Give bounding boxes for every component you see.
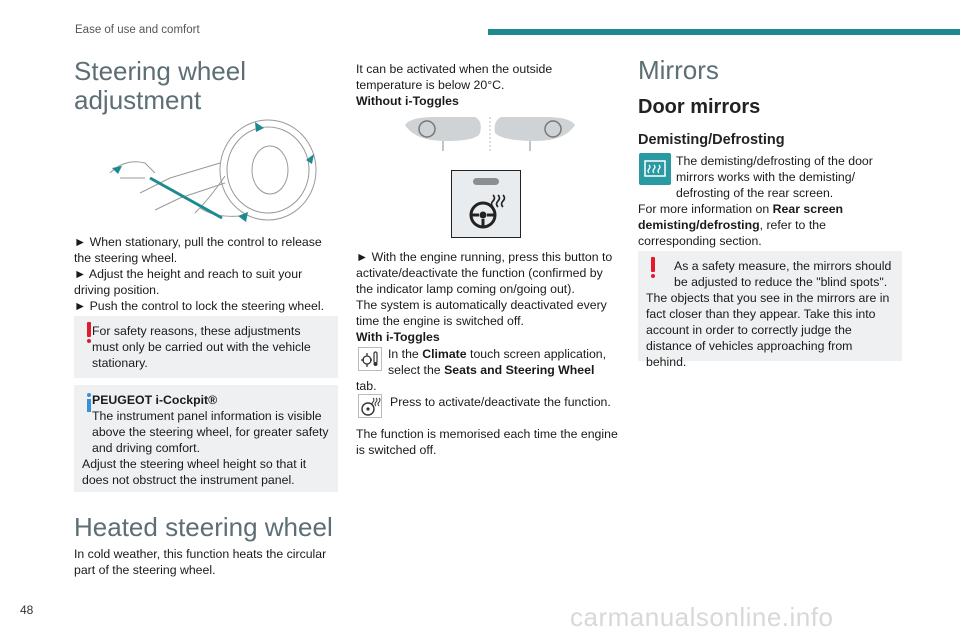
demisting-title — [638, 132, 902, 148]
steering-steps — [74, 234, 338, 314]
steering-wheel-illustration — [100, 118, 322, 226]
header-accent-bar — [488, 29, 960, 35]
activation-intro — [356, 61, 620, 109]
intro-text: It can be activated when the outside temperature is below 20°C. — [356, 62, 553, 92]
indicator-lamp — [473, 178, 499, 185]
step-press-button: ► With the engine running, press this button to activate/deactivate the function (confirmed by the indicator lamp coming on/going out). — [356, 250, 613, 296]
icockpit-info-note — [74, 385, 338, 492]
without-itoggles-label: Without i-Toggles — [356, 94, 459, 108]
warning-icon-dot — [651, 274, 655, 278]
more-info-pre: For more information on — [638, 202, 773, 216]
heated-steering-text: In cold weather, this function heats the circular part of the steering wheel. — [74, 547, 327, 577]
mirror-safety-warning — [638, 251, 902, 369]
warning-icon-dot — [87, 339, 91, 343]
climate-app-name: Climate — [422, 347, 467, 361]
memorised-text: The function is memorised each time the engine is switched off. — [356, 427, 618, 457]
steering-wheel-indicator-illustration — [405, 115, 575, 155]
heated-steering-button[interactable] — [451, 170, 521, 238]
steering-adjustment-title — [74, 57, 338, 115]
mirror-warning-2: The objects that you see in the mirrors are in fact closer than they appear. Take this into account in order to correctly judge the distance of vehicles approaching from behind. — [646, 291, 890, 369]
demisting-heading: Demisting/Defrosting — [638, 132, 785, 148]
heated-steering-toggle-icon — [358, 394, 382, 418]
heated-steering-title — [74, 513, 338, 542]
climate-instruction — [356, 346, 620, 394]
seats-tab-name: Seats and Steering Wheel — [444, 363, 595, 377]
info-icon — [87, 399, 91, 412]
safety-warning-note — [74, 316, 338, 378]
press-instruction: Press to activate/deactivate the function. — [390, 395, 611, 409]
info-text-1: The instrument panel information is visible above the steering wheel, for greater safety and driving comfort. — [92, 409, 329, 455]
step-lock: ► Push the control to lock the steering wheel. — [74, 299, 325, 313]
step-release: ► When stationary, pull the control to release the steering wheel. — [74, 235, 322, 265]
step-adjust: ► Adjust the height and reach to suit your driving position. — [74, 267, 303, 297]
mirrors-title — [638, 56, 902, 85]
warning-text: For safety reasons, these adjustments must only be carried out with the vehicle stationary. — [92, 324, 311, 370]
info-icon-dot — [87, 393, 91, 397]
title-line-1: Steering wheel — [74, 56, 246, 86]
climate-text-pre: In the — [388, 347, 423, 361]
mirrors-heading: Mirrors — [638, 55, 719, 85]
heated-title: Heated steering wheel — [74, 512, 333, 542]
page-number: 48 — [20, 603, 34, 617]
climate-text-mid: touch screen application, select the — [388, 347, 607, 377]
warning-icon — [651, 257, 655, 272]
title-line-2: adjustment — [74, 85, 202, 115]
rear-screen-ref: Rear screen demisting/defrosting — [638, 202, 844, 232]
running-header: Ease of use and comfort — [75, 24, 200, 36]
demisting-text-block — [638, 153, 902, 249]
watermark: carmanualsonline.info — [570, 602, 834, 632]
demist-text: The demisting/defrosting of the door mirrors works with the demisting/ defrosting of the rear screen. — [676, 154, 873, 200]
climate-text-post: tab. — [356, 379, 377, 393]
info-title: PEUGEOT i-Cockpit® — [92, 393, 218, 407]
heated-steering-icon — [465, 191, 507, 231]
more-info-post: , refer to the corresponding section. — [638, 218, 826, 248]
warning-icon — [87, 322, 91, 337]
mirror-warning-1: As a safety measure, the mirrors should be adjusted to reduce the "blind spots". — [674, 259, 892, 289]
door-mirrors-heading: Door mirrors — [638, 96, 761, 118]
activation-instructions — [356, 249, 620, 345]
auto-off-text: The system is automatically deactivated every time the engine is switched off. — [356, 298, 607, 328]
info-text-2: Adjust the steering wheel height so that it does not obstruct the instrument panel. — [82, 457, 307, 487]
with-itoggles-label: With i-Toggles — [356, 330, 440, 344]
door-mirrors-title — [638, 95, 902, 119]
